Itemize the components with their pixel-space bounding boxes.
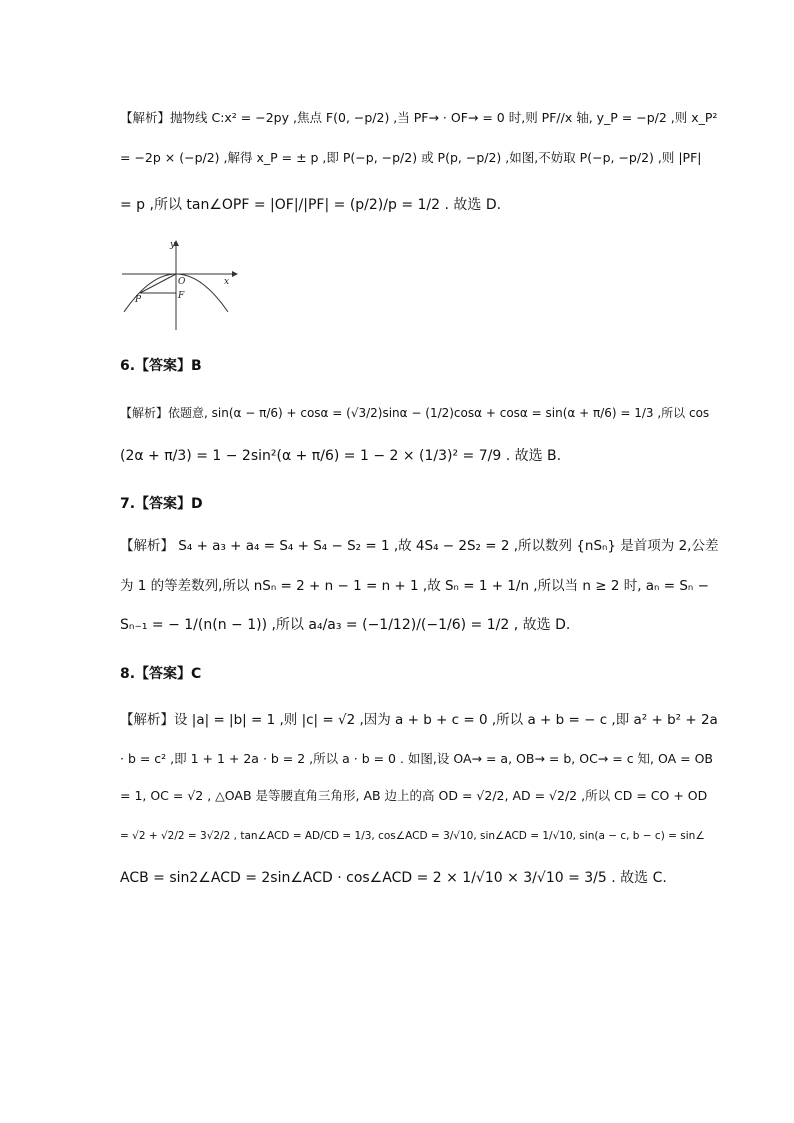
solution-7-line-1: 【解析】 S₄ + a₃ + a₄ = S₄ + S₄ − S₂ = 1 ,故 4S₄ − 2S₂ = 2 ,所以数列 {nSₙ} 是首项为 2,公差 (120, 538, 719, 554)
solution-7-line-2: 为 1 的等差数列,所以 nSₙ = 2 + n − 1 = n + 1 ,故 Sₙ = 1 + 1/n ,所以当 n ≥ 2 时, aₙ = Sₙ − (120, 578, 709, 594)
answer-8-heading: 8.【答案】C (120, 666, 202, 682)
label-f: F (178, 291, 185, 301)
solution-8-line-1: 【解析】设 |a| = |b| = 1 ,则 |c| = √2 ,因为 a + b + c = 0 ,所以 a + b = − c ,即 a² + b² + 2a (120, 712, 718, 728)
solution-5-line-3: = p ,所以 tan∠OPF = |OF|/|PF| = (p/2)/p = 1/2 . 故选 D. (120, 197, 502, 213)
solution-5-line-2: = −2p × (−p/2) ,解得 x_P = ± p ,即 P(−p, −p/2) 或 P(p, −p/2) ,如图,不妨取 P(−p, −p/2) ,则 |PF| (120, 150, 702, 165)
solution-8-line-3: = 1, OC = √2 , △OAB 是等腰直角三角形, AB 边上的高 OD = √2/2, AD = √2/2 ,所以 CD = CO + OD (120, 788, 708, 803)
solution-8-line-5: ACB = sin2∠ACD = 2sin∠ACD · cos∠ACD = 2 × 1/√10 × 3/√10 = 3/5 . 故选 C. (120, 870, 667, 886)
label-p: P (135, 295, 142, 305)
solution-8-line-2: · b = c² ,即 1 + 1 + 2a · b = 2 ,所以 a · b = 0 . 如图,设 OA→ = a, OB→ = b, OC→ = c 知, OA = OB (120, 751, 713, 766)
x-axis-arrow (232, 271, 238, 277)
label-x: x (224, 277, 230, 287)
label-y: y (170, 240, 176, 250)
parabola-svg (120, 238, 240, 333)
solution-6-line-1: 【解析】依题意, sin(α − π/6) + cosα = (√3/2)sinα − (1/2)cosα + cosα = sin(α + π/6) = 1/3 ,所以 cos (120, 406, 710, 420)
label-o: O (178, 277, 186, 287)
parabola-figure (120, 238, 240, 333)
segment-po (140, 274, 176, 293)
solution-7-line-3: Sₙ₋₁ = − 1/(n(n − 1)) ,所以 a₄/a₃ = (−1/12)/(−1/6) = 1/2 , 故选 D. (120, 617, 571, 633)
answer-6-heading: 6.【答案】B (120, 358, 202, 374)
answer-7-heading: 7.【答案】D (120, 496, 203, 512)
solution-5-line-1: 【解析】抛物线 C:x² = −2py ,焦点 F(0, −p/2) ,当 PF→ · OF→ = 0 时,则 PF//x 轴, y_P = −p/2 ,则 x_P² (120, 110, 718, 125)
solution-8-line-4: = √2 + √2/2 = 3√2/2 , tan∠ACD = AD/CD = 1/3, cos∠ACD = 3/√10, sin∠ACD = 1/√10, sin(a − c, b − c) = sin∠ (120, 830, 705, 842)
solution-6-line-2: (2α + π/3) = 1 − 2sin²(α + π/6) = 1 − 2 × (1/3)² = 7/9 . 故选 B. (120, 448, 562, 464)
